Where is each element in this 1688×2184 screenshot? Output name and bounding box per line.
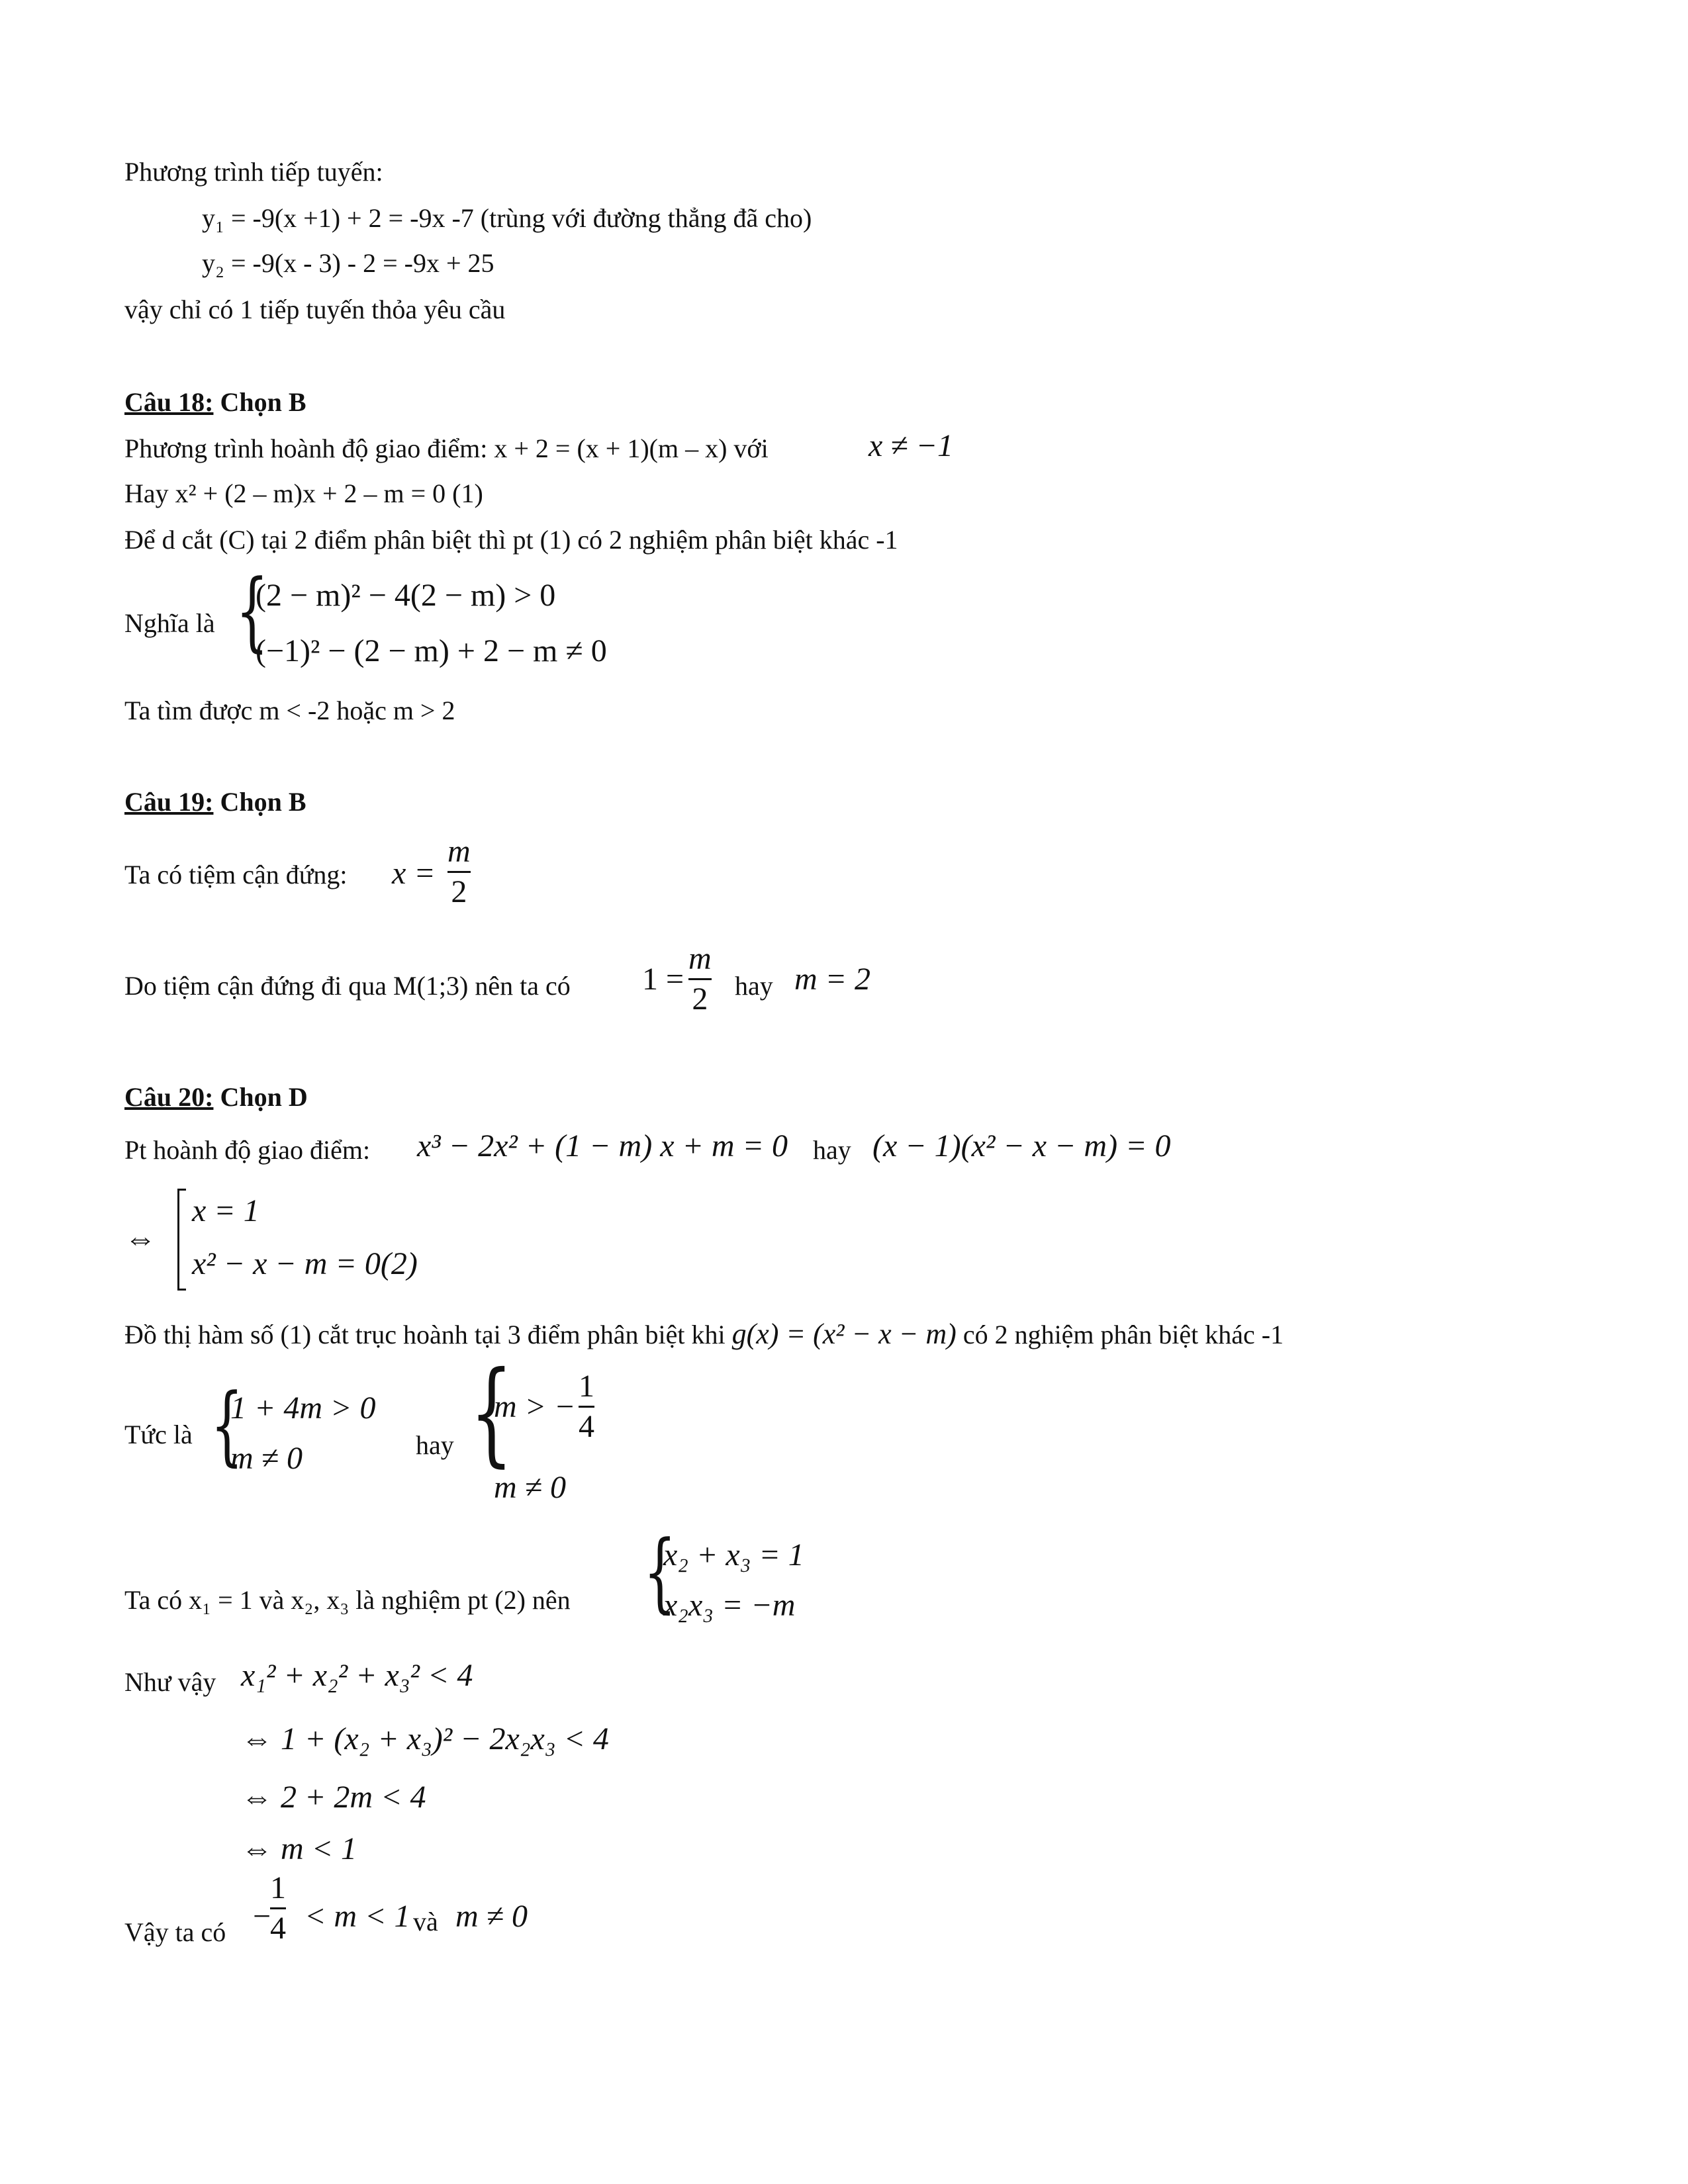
q20-line-2 — [124, 1320, 1284, 1349]
q20-inequality: x₁² + x₂² + x₃² < 4 — [241, 1658, 473, 1693]
q20-heading — [124, 1084, 308, 1111]
q20-gx: g(x) = (x² − x − m) — [731, 1318, 957, 1350]
q20-step-1: ⇔ 1 + (x₂ + x₃)² − 2x₂x₃ < 4 — [241, 1721, 609, 1756]
q20-system2-fraction — [579, 1370, 594, 1444]
q20-system1-brace: { — [211, 1375, 244, 1475]
q19-number: Câu 19: — [124, 787, 214, 817]
q18-system-brace: { — [236, 561, 269, 661]
q20-system1-b: m ≠ 0 — [230, 1441, 303, 1476]
q20-system2-a-lhs: m > − — [494, 1389, 576, 1424]
q20-final-frac-num: 1 — [270, 1870, 286, 1905]
q20-final-fraction — [270, 1872, 286, 1946]
q19-frac-num: m — [447, 834, 471, 869]
q20-number: Câu 20: — [124, 1082, 214, 1112]
tangent-heading: Phương trình tiếp tuyến: — [124, 157, 383, 187]
q19-frac2-bar — [688, 978, 712, 980]
q18-line-3: Để d cắt (C) tại 2 điểm phân biệt thì pt (1) có 2 nghiệm phân biệt khác -1 — [124, 525, 898, 555]
q20-case-2: x² − x − m = 0(2) — [192, 1246, 418, 1281]
q20-hay-2: hay — [416, 1430, 454, 1460]
q20-line-1: Pt hoành độ giao điểm: — [124, 1135, 371, 1165]
q19-heading — [124, 789, 306, 815]
q20-case-bracket — [177, 1189, 186, 1291]
q19-frac2-num: m — [688, 941, 712, 976]
q18-condition: x ≠ −1 — [868, 428, 954, 463]
q18-line-2: Hay x² + (2 – m)x + 2 – m = 0 (1) — [124, 478, 483, 508]
q19-line-2: Do tiệm cận đứng đi qua M(1;3) nên ta có — [124, 971, 571, 1001]
q20-final-neg: − — [253, 1899, 271, 1934]
q20-eq-1: x³ − 2x² + (1 − m) x + m = 0 — [417, 1128, 788, 1163]
q20-s2-frac-num: 1 — [579, 1369, 594, 1404]
q20-case-1: x = 1 — [192, 1193, 259, 1228]
q19-result: m = 2 — [794, 962, 871, 997]
q18-system-1: (2 − m)² − 4(2 − m) > 0 — [256, 578, 556, 613]
q20-hay: hay — [813, 1135, 851, 1165]
q20-line-2b: có 2 nghiệm phân biệt khác -1 — [962, 1320, 1284, 1349]
q20-system2-b: m ≠ 0 — [494, 1470, 567, 1505]
q20-final-rest: < m < 1 — [305, 1899, 410, 1934]
q20-vieta-text: Ta có x₁ = 1 và x₂, x₃ là nghiệm pt (2) nên — [124, 1585, 571, 1615]
q20-final-va: và — [413, 1907, 438, 1936]
q19-fraction-2 — [688, 942, 712, 1017]
q20-final-condition: m ≠ 0 — [455, 1899, 528, 1934]
q20-system1-a: 1 + 4m > 0 — [230, 1390, 376, 1426]
q20-tucla: Tức là — [124, 1420, 193, 1449]
q19-line-1: Ta có tiệm cận đứng: — [124, 860, 348, 889]
q20-final-frac-den: 4 — [270, 1911, 286, 1946]
q20-vieta-1: x₂ + x₃ = 1 — [663, 1537, 804, 1572]
tangent-eq-2: y₂ = -9(x - 3) - 2 = -9x + 25 — [202, 248, 494, 278]
q18-choice: Chọn B — [220, 387, 306, 417]
q18-system-2: (−1)² − (2 − m) + 2 − m ≠ 0 — [256, 633, 607, 668]
q20-choice: Chọn D — [220, 1082, 308, 1112]
q19-frac2-den: 2 — [692, 981, 708, 1017]
q18-line-1: Phương trình hoành độ giao điểm: x + 2 = (x + 1)(m – x) với — [124, 433, 769, 463]
q19-choice: Chọn B — [220, 787, 306, 817]
q19-lhs-2: 1 = — [642, 962, 684, 997]
q19-hay: hay — [735, 971, 773, 1001]
q20-s2-frac-bar — [579, 1406, 594, 1408]
q19-frac-bar — [447, 871, 471, 873]
tangent-eq-1: y₁ = -9(x +1) + 2 = -9x -7 (trùng với đường thẳng đã cho) — [202, 203, 812, 233]
q20-vieta-brace: { — [643, 1522, 677, 1622]
q20-step-2: ⇔ 2 + 2m < 4 — [241, 1780, 426, 1815]
q19-lhs: x = — [392, 856, 436, 891]
q20-vieta-2: x₂x₃ = −m — [663, 1588, 796, 1623]
q18-result: Ta tìm được m < -2 hoặc m > 2 — [124, 696, 455, 725]
q20-eq-2: (x − 1)(x² − x − m) = 0 — [872, 1128, 1171, 1163]
q20-nhuvay: Như vậy — [124, 1667, 216, 1697]
q20-step-3: ⇔ m < 1 — [241, 1831, 357, 1866]
q20-line-2a: Đồ thị hàm số (1) cắt trục hoành tại 3 điểm phân biệt khi — [124, 1320, 726, 1349]
q20-final-frac-bar — [270, 1907, 286, 1909]
q20-s2-frac-den: 4 — [579, 1409, 594, 1445]
q18-number: Câu 18: — [124, 387, 214, 417]
q20-iff-symbol: ⇔ — [124, 1221, 156, 1256]
q18-heading — [124, 389, 306, 416]
q20-system2-brace: { — [470, 1347, 513, 1479]
tangent-conclusion: vậy chỉ có 1 tiếp tuyến thỏa yêu cầu — [124, 295, 506, 324]
q20-final-label: Vậy ta có — [124, 1917, 226, 1947]
q19-frac-den: 2 — [451, 874, 467, 910]
q18-label: Nghĩa là — [124, 608, 215, 638]
q19-fraction — [447, 835, 471, 909]
